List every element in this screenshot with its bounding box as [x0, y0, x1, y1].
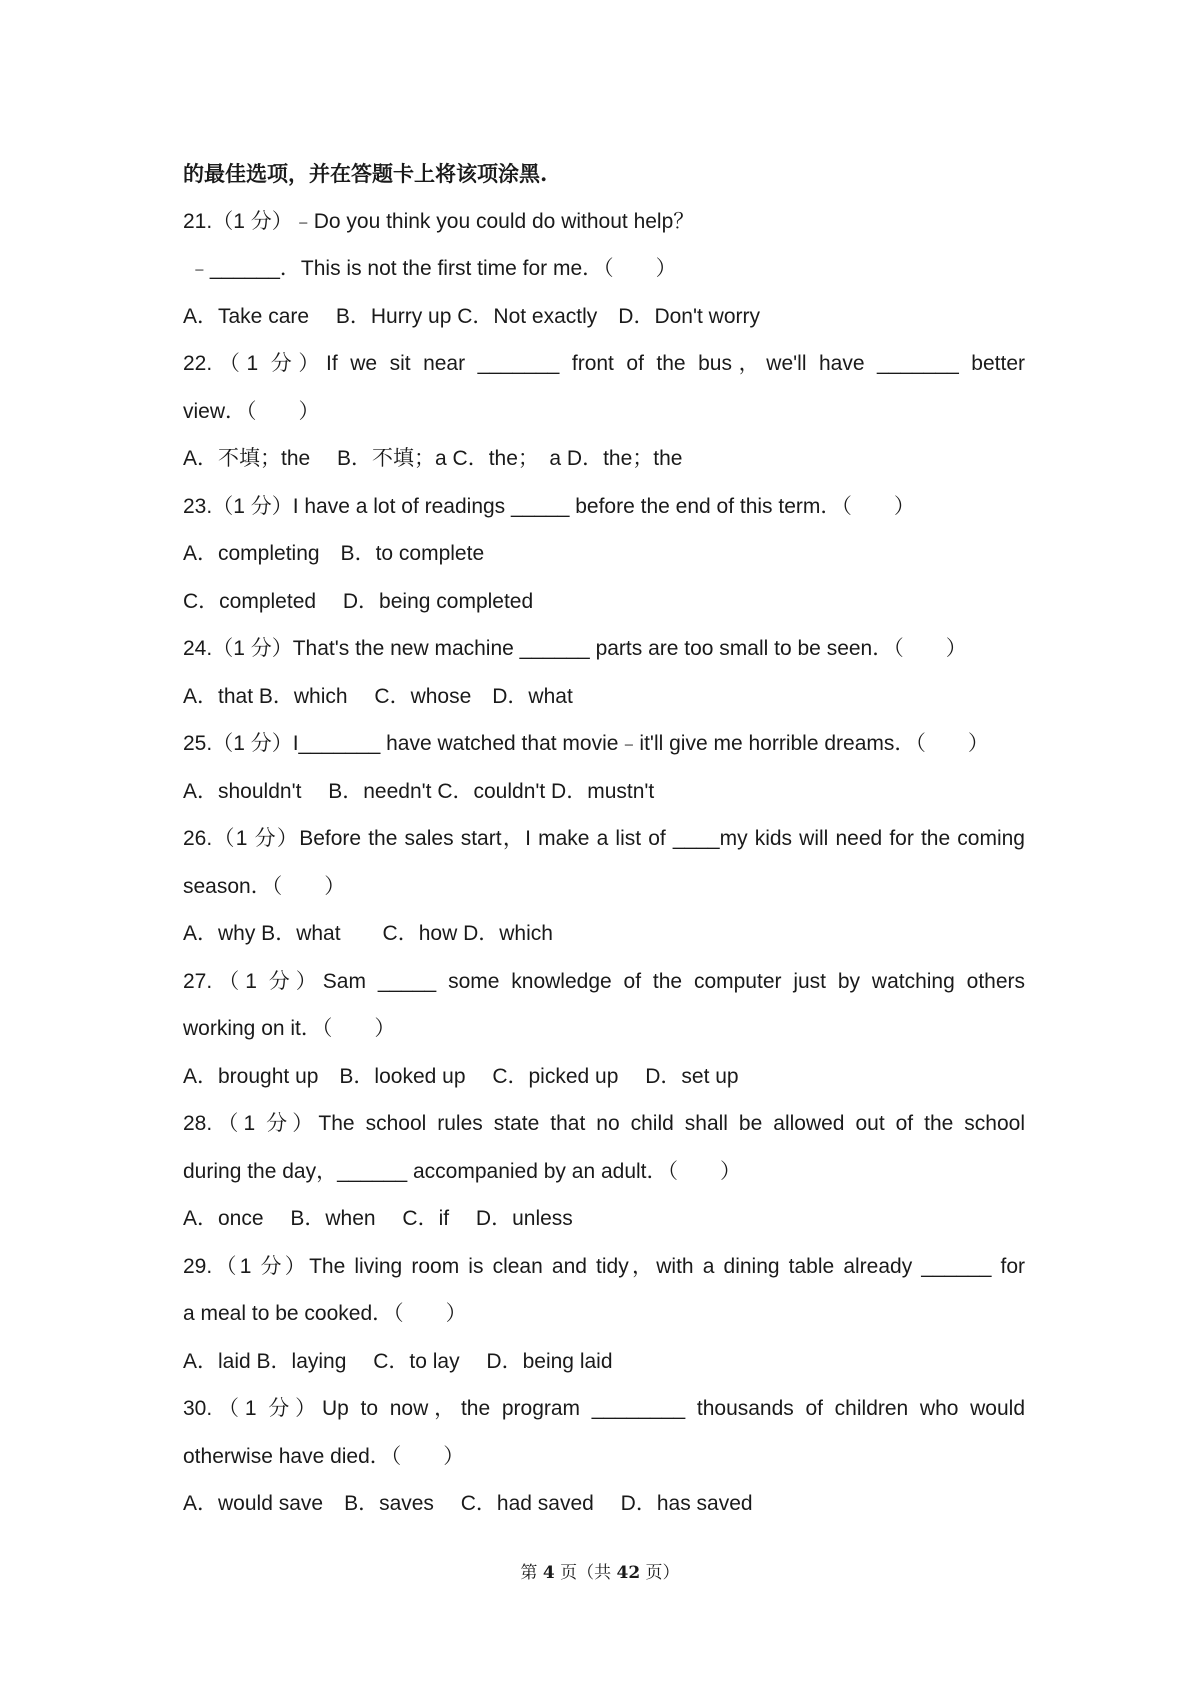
answer-options-line: C．completed D．being completed	[183, 589, 534, 613]
question-text-line: working on it．（ ）	[183, 1017, 396, 1040]
answer-options-line: A．would save B．saves C．had saved D．has saved	[183, 1492, 753, 1515]
answer-options-line: A．brought up B．looked up C．picked up D．set up	[183, 1064, 739, 1088]
question-text-line: during the day，______ accompanied by an adult．（ ）	[183, 1159, 741, 1183]
answer-options-line: A．that B．which C．whose D．what	[183, 684, 573, 708]
footer-middle: 页（共	[554, 1563, 617, 1583]
question-text-line: otherwise have died．（ ）	[183, 1444, 465, 1468]
question-text-line: 27.（1 分）Sam _____ some knowledge of the computer just by watching others	[183, 969, 1025, 993]
answer-options-line: A．laid B．laying C．to lay D．being laid	[183, 1349, 613, 1373]
question-text-line: 26.（1 分）Before the sales start，I make a list of ____my kids will need for the coming	[183, 827, 1025, 850]
question-text-line: a meal to be cooked．（ ）	[183, 1302, 467, 1325]
question-text-line: season．（ ）	[183, 874, 346, 898]
answer-options-line: A．completing B．to complete	[183, 542, 485, 565]
question-text-line: view．（ ）	[183, 399, 320, 423]
question-text-line: 24.（1 分）That's the new machine ______ parts are too small to be seen．（ ）	[183, 637, 967, 660]
answer-options-line: A．shouldn't B．needn't C．couldn't D．mustn't	[183, 779, 655, 803]
question-text-line: 23.（1 分）I have a lot of readings _____ before the end of this term．（ ）	[183, 494, 915, 518]
answer-options-line: A．Take care B．Hurry up C．Not exactly D．Don't worry	[183, 304, 760, 328]
page-footer	[0, 1558, 1200, 1583]
question-text-line: 25.（1 分）I_______ have watched that movie﹣it'll give me horrible dreams．（ ）	[183, 732, 989, 755]
question-text-line: 21.（1 分）﹣Do you think you could do without help？	[183, 209, 695, 233]
footer-page-number: 4	[542, 1563, 555, 1583]
footer-total-pages: 42	[616, 1563, 641, 1583]
footer-suffix: 页）	[640, 1563, 680, 1583]
question-list	[183, 198, 1025, 1528]
footer-prefix: 第	[520, 1563, 543, 1583]
answer-options-line: A．why B．what C．how D．which	[183, 922, 553, 945]
answer-options-line: A．不填；the B．不填；a C．the； a D．the；the	[183, 447, 683, 470]
question-text-line: 28.（1 分）The school rules state that no child shall be allowed out of the school	[183, 1112, 1025, 1135]
question-section	[183, 150, 1025, 1528]
answer-options-line: A．once B．when C．if D．unless	[183, 1207, 573, 1230]
question-text-line: 22.（1 分）If we sit near _______ front of the bus，we'll have _______ better	[183, 352, 1025, 375]
section-instruction: 的最佳选项，并在答题卡上将该项涂黑.	[183, 161, 548, 186]
question-text-line: 30.（1 分）Up to now，the program ________ thousands of children who would	[183, 1397, 1025, 1420]
question-text-line: ﹣______．This is not the first time for me．（ ）	[183, 257, 677, 280]
question-text-line: 29.（1 分）The living room is clean and tidy，with a dining table already ______ for	[183, 1254, 1025, 1278]
